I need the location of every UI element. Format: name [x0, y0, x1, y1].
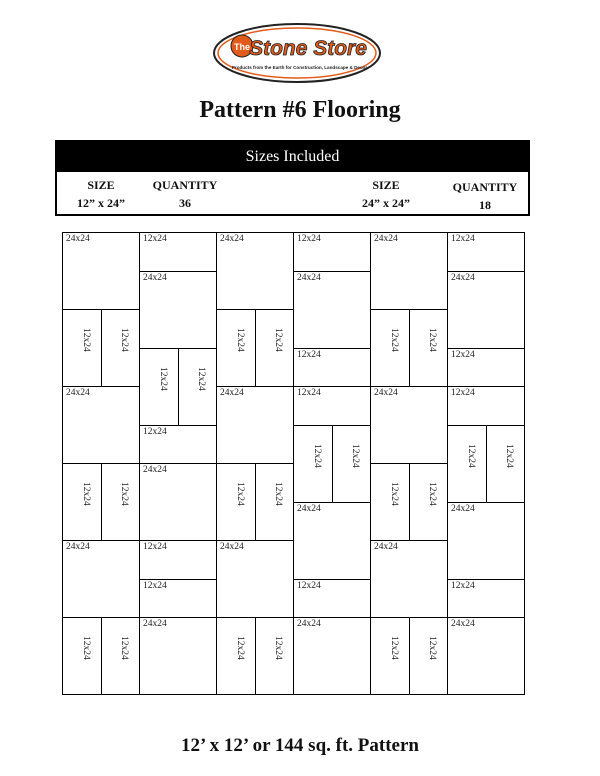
tile-24x24 [370, 540, 448, 618]
tile-size-label: 12x24 [80, 482, 91, 506]
quantity-label: QUANTITY [152, 178, 218, 192]
quantity-column-1 [149, 178, 221, 211]
tile-12x24 [101, 617, 141, 695]
tile-24x24 [216, 232, 294, 310]
tile-size-label: 24x24 [297, 619, 321, 629]
tile-size-label: 24x24 [66, 542, 90, 552]
tile-24x24 [62, 232, 140, 310]
size-label: SIZE [372, 178, 400, 192]
tile-size-label: 12x24 [143, 426, 167, 437]
tile-12x24 [486, 425, 526, 503]
quantity-column-2 [445, 180, 525, 213]
tile-12x24 [293, 579, 371, 619]
tile-size-label: 24x24 [66, 234, 90, 244]
tile-24x24 [62, 540, 140, 618]
tile-24x24 [293, 271, 371, 349]
tile-24x24 [139, 463, 217, 541]
tile-12x24 [101, 463, 141, 541]
tile-12x24 [447, 579, 525, 619]
size-label: SIZE [87, 178, 115, 192]
tile-size-label: 12x24 [143, 580, 167, 591]
tile-12x24 [255, 617, 295, 695]
tile-12x24 [370, 309, 410, 387]
tile-size-label: 12x24 [388, 482, 399, 506]
tile-24x24 [216, 540, 294, 618]
tile-12x24 [409, 463, 449, 541]
logo-brand-text: Stone Store [249, 37, 367, 60]
tile-size-label: 12x24 [297, 234, 321, 244]
tile-12x24 [293, 232, 371, 272]
tile-24x24 [370, 386, 448, 464]
tile-24x24 [370, 232, 448, 310]
quantity-label: QUANTITY [452, 180, 518, 194]
tile-size-label: 24x24 [297, 503, 321, 514]
size-column-2 [357, 178, 415, 211]
tile-size-label: 24x24 [220, 388, 244, 398]
tile-12x24 [139, 579, 217, 619]
tile-size-label: 12x24 [465, 443, 476, 468]
tile-size-label: 24x24 [451, 272, 475, 283]
tile-size-label: 12x24 [427, 482, 438, 506]
tile-12x24 [293, 425, 333, 503]
tile-size-label: 24x24 [451, 619, 475, 629]
page-title: Pattern #6 Flooring [199, 97, 401, 123]
tile-size-label: 24x24 [374, 234, 398, 244]
tile-size-label: 12x24 [451, 234, 475, 244]
tile-12x24 [62, 463, 102, 541]
tile-size-label: 12x24 [234, 636, 245, 660]
tile-12x24 [409, 309, 449, 387]
tile-12x24 [101, 309, 141, 387]
tile-24x24 [139, 617, 217, 695]
tile-size-label: 12x24 [297, 388, 321, 398]
tile-12x24 [139, 425, 217, 465]
tile-size-label: 12x24 [427, 636, 438, 660]
tile-size-label: 12x24 [196, 366, 207, 391]
tile-size-label: 12x24 [119, 636, 130, 660]
size-value: 12” x 24” [77, 196, 125, 210]
tile-24x24 [139, 271, 217, 349]
tile-size-label: 24x24 [143, 619, 167, 629]
tile-12x24 [447, 348, 525, 388]
tile-size-label: 12x24 [504, 443, 515, 468]
tile-size-label: 12x24 [451, 349, 475, 360]
pattern-footer: 12’ x 12’ or 144 sq. ft. Pattern [181, 735, 419, 756]
tile-size-label: 24x24 [220, 234, 244, 244]
tile-12x24 [370, 463, 410, 541]
tile-12x24 [216, 617, 256, 695]
tile-size-label: 12x24 [80, 328, 91, 352]
tile-size-label: 12x24 [157, 366, 168, 391]
tile-size-label: 24x24 [66, 388, 90, 398]
tile-size-label: 12x24 [311, 443, 322, 468]
quantity-value: 18 [479, 198, 491, 212]
tile-size-label: 24x24 [374, 542, 398, 552]
size-value: 24” x 24” [362, 196, 410, 210]
sizes-included-header: Sizes Included [57, 142, 528, 172]
tile-size-label: 12x24 [297, 349, 321, 360]
tile-24x24 [216, 386, 294, 464]
tile-12x24 [216, 463, 256, 541]
tile-size-label: 24x24 [297, 272, 321, 283]
tile-24x24 [293, 617, 371, 695]
tile-12x24 [216, 309, 256, 387]
tile-12x24 [139, 232, 217, 272]
tile-12x24 [370, 617, 410, 695]
tile-12x24 [332, 425, 372, 503]
tile-size-label: 12x24 [451, 388, 475, 398]
tile-12x24 [255, 309, 295, 387]
tile-12x24 [139, 540, 217, 580]
tile-size-label: 12x24 [427, 328, 438, 352]
quantity-value: 36 [179, 196, 191, 210]
tile-size-label: 12x24 [234, 482, 245, 506]
tile-size-label: 12x24 [119, 328, 130, 352]
tile-size-label: 12x24 [273, 328, 284, 352]
tile-size-label: 12x24 [297, 580, 321, 591]
tile-size-label: 12x24 [273, 636, 284, 660]
tile-size-label: 12x24 [273, 482, 284, 506]
tile-12x24 [447, 232, 525, 272]
stone-store-logo [212, 22, 382, 84]
tile-size-label: 24x24 [143, 465, 167, 475]
tile-12x24 [293, 386, 371, 426]
tile-12x24 [62, 617, 102, 695]
logo-the-text: The [233, 42, 251, 52]
tile-12x24 [139, 348, 179, 426]
tile-12x24 [255, 463, 295, 541]
tile-12x24 [409, 617, 449, 695]
tile-12x24 [447, 425, 487, 503]
tile-12x24 [178, 348, 218, 426]
tile-size-label: 24x24 [451, 503, 475, 514]
tile-size-label: 12x24 [143, 542, 167, 552]
tile-24x24 [447, 271, 525, 349]
tile-size-label: 12x24 [388, 328, 399, 352]
sizes-included-table [55, 140, 530, 216]
tile-size-label: 12x24 [143, 234, 167, 244]
tile-24x24 [62, 386, 140, 464]
tile-size-label: 12x24 [234, 328, 245, 352]
size-column-1 [77, 178, 125, 211]
tile-12x24 [447, 386, 525, 426]
tile-size-label: 12x24 [451, 580, 475, 591]
tile-24x24 [293, 502, 371, 580]
tile-12x24 [293, 348, 371, 388]
tile-size-label: 24x24 [220, 542, 244, 552]
tile-size-label: 12x24 [119, 482, 130, 506]
tile-size-label: 24x24 [143, 272, 167, 283]
tile-24x24 [447, 502, 525, 580]
tile-12x24 [62, 309, 102, 387]
flooring-pattern-grid [62, 232, 524, 698]
tile-size-label: 12x24 [80, 636, 91, 660]
tile-size-label: 12x24 [388, 636, 399, 660]
logo-tagline: Products from the Earth for Construction, Landscape & Decor. [231, 65, 369, 70]
tile-size-label: 12x24 [350, 443, 361, 468]
tile-size-label: 24x24 [374, 388, 398, 398]
tile-24x24 [447, 617, 525, 695]
